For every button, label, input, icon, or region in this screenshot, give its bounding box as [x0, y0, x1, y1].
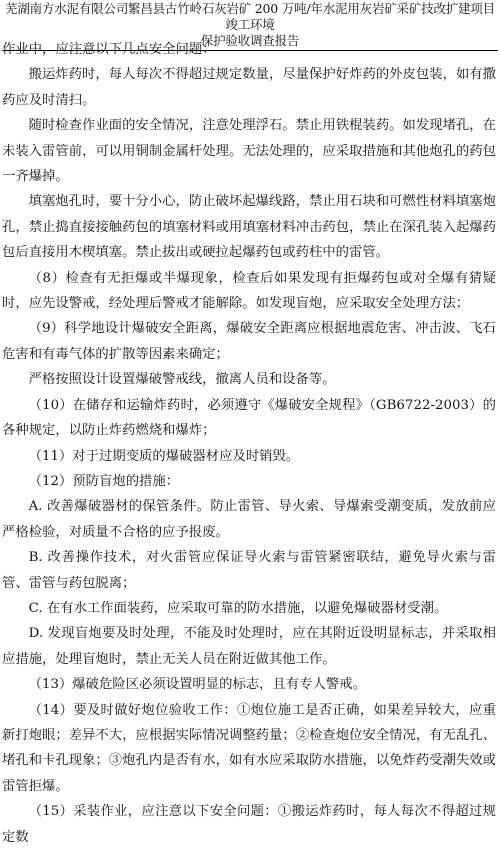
- paragraph-item-10: （10）在储存和运输炸药时，必须遵守《爆破安全规程》（GB6722-2003）的各种规定，以防止炸药燃烧和爆炸；: [2, 397, 496, 439]
- paragraph-intro: 作业中，应注意以下几点安全问题：: [2, 42, 216, 57]
- paragraph-item-11: （11）对于过期变质的爆破器材应及时销毁。: [28, 448, 300, 464]
- paragraph-item-8: （8）检查有无拒爆或半爆现象，检查后如果发现有拒爆药包或对全爆有猜疑时，应先设警戒，经处理后警戒才能解除。如发现盲炮，应采取安全处理方法；: [2, 270, 496, 312]
- paragraph-measure-b: B. 改善操作技术，对火雷管应保证导火索与雷管紧密联结，避免导火索与雷管、雷管与药包脱离；: [2, 550, 496, 591]
- paragraph-warning-line: 严格按照设计设置爆破警戒线，撤离人员和设备等。: [28, 372, 336, 388]
- paragraph-item-15: （15）采装作业，应注意以下安全问题：①搬运炸药时，每人每次不得超过规定数: [2, 804, 496, 845]
- paragraph-carry-explosives: 搬运炸药时，每人每次不得超过规定数量，尽量保护好炸药的外皮包装，如有撒药应及时清扫。: [2, 67, 496, 108]
- paragraph-item-12: （12）预防盲炮的措施：: [28, 473, 180, 489]
- paragraph-check-workface: 随时检查作业面的安全情况，注意处理浮石。禁止用铁棍装药。如发现堵孔，在未装入雷管前，可以用铜制金属杆处理。无法处理的，应采取措施和其他炮孔的药包一齐爆掉。: [2, 118, 496, 185]
- paragraph-item-13: （13）爆破危险区必须设置明显的标志，且有专人警戒。: [28, 677, 366, 693]
- header-title-line2: 保护验收调查报告: [200, 33, 300, 48]
- paragraph-measure-d: D. 发现盲炮要及时处理，不能及时处理时，应在其附近设明显标志，并采取相应措施，处理盲炮时，禁止无关人员在附近做其他工作。: [2, 626, 496, 667]
- report-body: [2, 37, 496, 850]
- paragraph-fill-holes: 填塞炮孔时，要十分小心，防止破坏起爆线路，禁止用石块和可燃性材料填塞炮孔，禁止捣直接接触药包的填塞材料或用填塞材料冲击药包，禁止在深孔装入起爆药包后直接用木楔填塞。禁止拔出或硬拉起爆药包或药柱中的雷管。: [2, 194, 496, 261]
- paragraph-item-14: （14）要及时做好炮位验收工作：①炮位施工是否正确，如果差异较大，应重新打炮眼；差异不大，应根据实际情况调整药量；②检查炮位安全情况，有无乱孔、堵孔和卡孔现象；③炮孔内是否有水，如有水应采取防水措施，以免炸药受潮失效或雷管拒爆。: [2, 702, 496, 794]
- paragraph-measure-c: C. 在有水工作面装药，应采取可靠的防水措施，以避免爆破器材受潮。: [28, 600, 448, 616]
- paragraph-item-9: （9）科学地设计爆破安全距离，爆破安全距离应根据地震危害、冲击波、飞石危害和有毒气体的扩散等因素来确定；: [2, 321, 496, 362]
- paragraph-measure-a: A. 改善爆破器材的保管条件。防止雷管、导火索、导爆索受潮变质，发放前应严格检验，对质量不合格的应予报废。: [2, 499, 496, 540]
- header-title-line1: 芜湖南方水泥有限公司繁昌县古竹岭石灰岩矿 200 万吨/年水泥用灰岩矿采矿技改扩建项目竣工环境: [5, 1, 495, 32]
